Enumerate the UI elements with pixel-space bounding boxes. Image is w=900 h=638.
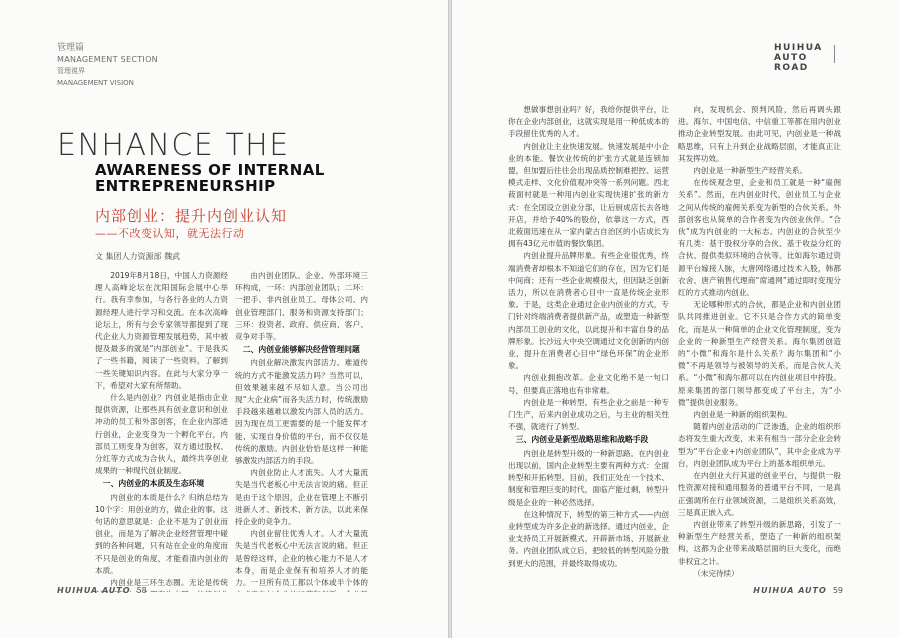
- right-page: [452, 0, 900, 638]
- footer-left: [57, 586, 147, 595]
- footer-brand: HUIHUA AUTO: [57, 586, 131, 595]
- section-heading: 二、内创业能够解决经营管理问题: [242, 345, 360, 355]
- paragraph: 什么是内创业？内创业是指由企业提供资源，让那些具有创业意识和创业冲动的员工和外部创客，在企业内部进行创业，企业变身为一个孵化平台，内部员工则变身为创客，双方通过股权、分红等方式成为合伙人，最终共享创业成果的一种现代创业制度。: [95, 393, 228, 476]
- right-column-2: [678, 104, 841, 593]
- paragraph: 随着内创业活动的广泛渗透，企业的组织形态将发生重大改变，未来有相当一部分企业会转型为“平台企业+内创业团队”，其中企业成为平台，内创业团队成为平台上的基本组织单元。: [678, 422, 841, 468]
- left-column-2: [235, 270, 368, 592]
- logo-line-1: HUIHUA AUTO: [774, 43, 823, 63]
- paragraph: （未完待续）: [693, 568, 739, 578]
- paragraph: 2019年8月18日，中国人力资源经理人高峰论坛在沈阳国际会展中心举行。我有幸参加，与各行各业的人力资源经理人进行学习和交流。在本次高峰论坛上，所有与会专家领导都提到了现代企业人力资源管理发展趋势，其中被提及最多的就是“内部创业”。于是我买了一些书籍，阅读了一些资料，了解到一些关键知识内容。在此与大家分享一下，希望对大家有所帮助。: [95, 271, 228, 390]
- section-vision-cn: 管理視界: [57, 67, 85, 75]
- section-heading: 一、内创业的本质及生态环境: [102, 479, 205, 489]
- paragraph: 内创业是一种转型。有些企业之前是一种专门生产，后来内创业成功之后，与主业的相关性不强，就进行了转型。: [508, 397, 669, 432]
- title-line-2: AWARENESS OF INTERNAL: [95, 161, 325, 179]
- paragraph: 内创业是三环生态圈。无论是传统: [110, 578, 228, 588]
- logo-line-2: ROAD: [774, 63, 809, 73]
- logo-divider: [834, 45, 835, 63]
- paragraph: 内创业是一种新的组织架构。: [693, 410, 792, 420]
- section-cn: 管理篇: [57, 43, 85, 53]
- paragraph: 由内创业团队、企业、外部环境三环构成，一环：内部创业团队；二环：一把手、非内创业员工、母体公司、内创业管理部门、服务和资源支持部门；三环：投资者、政府、供应商、客户、竞争对手等。: [235, 271, 368, 342]
- page-number-right: 59: [832, 586, 843, 595]
- paragraph: 内创业解决激发内部活力。难道传统的方式不能激发活力吗？当然可以，但效果越来越不尽如人意。当公司出现“大企业病”而各失活力时，传统激励手段越来越难以激发内部人员的活力。因为现在员工更需要的是一个能发挥才能、实现自身价值的平台，而不仅仅是传统的激励。内创业恰恰是这样一种能够激发内部活力的手段。: [235, 358, 368, 466]
- paragraph: 在传统观念里，企业和员工就是一种“雇佣关系”。然而，在内创业时代，创业员工与企业之间从传统的雇佣关系变为新型的合伙关系。外部创客也从简单的合作者变为内创业伙伴。“合伙”成为内创业的一大标志。内创业的合伙至少有几类：基于股权分享的合伙、基于收益分红的合伙、提供类似环境的合伙等。比如海尔通过资源平台嫁接人脉，大唐网络通过技术入股，韩都衣舍、唐产销售代理商“席通网”通过即时变现分红的方式推动内创业。: [678, 178, 841, 298]
- paragraph: 无论哪种形式的合伙，都是企业和内创业团队共同推进创业。它不只是合作方式的简单变化，而是从一种简单的企业文化管理制度，变为企业的一种新型生产经营关系。海尔集团创造的“小微”和海尔是什么关系？海尔集团和“小微”不再是领导与被领导的关系，而是合伙人关系。“小微”和海尔都可以在内创业项目中持股。原来集团的部门领导都变成了平台主，为“小微”提供创业服务。: [678, 300, 841, 407]
- chinese-subtitle: ——不改变认知，就无法行动: [95, 227, 245, 240]
- magazine-logo: [774, 43, 844, 73]
- paragraph: 内创业让主业快速发展。快速发展是中小企业的本能。餐饮业传统的扩张方式就是连锁加盟，但加盟后往往会出现品质控制难把控、运营模式走样、文化价值观冲突等一系列问题。西北莜面村就是一种用内创业实现快速扩张的新方式：在全国设立创业分部，让后厨成店长去各地开店，并给予40%的股份，依靠这一方式，西北莜面迅速在从一家内蒙古自治区的小店成长为拥有43亿元市值的餐饮集团。: [508, 141, 669, 249]
- paragraph: 想做事想创业吗？好，我给你提供平台，让你在企业内部创业，这就实现是用一种低成本的手段留住优秀的人才。: [508, 105, 669, 139]
- paragraph: 内创业是一种新型生产经营关系。: [693, 166, 808, 176]
- left-column-1: [95, 270, 228, 592]
- paragraph: 在内创业大行其道的创业平台，与提供一般性资源对接和通用服务的普通平台不同，一是真正强调所在行业领域资源，二是组织关系高效，三是真正嵌入式。: [678, 471, 841, 517]
- paragraph: 内创业提升品牌形象。有些企业很优秀，终端消费者却根本不知道它们的存在，因为它们是中间商；还有一些企业规模很大，但因缺乏创新活力，所以在消费者心目中一直是传统企业形象。于是，这类企业通过企业内创业的方式，专门针对终端消费者提供新产品，或塑造一种新型内部员工创业的文化，以此提升和丰富自身的品牌形象。长沙远大中央空调通过文化创新的内创业，提升在消费者心目中“绿色环保”的企业形象。: [508, 251, 669, 371]
- section-en: MANAGEMENT SECTION: [57, 55, 158, 64]
- page-number-left: 58: [136, 586, 147, 595]
- paragraph: 内创业防止人才流失。人才大量流失是当代老板心中无法言说的痛。但正是由于这个原因，企业在管理上不断引进新人才、新技术、新方法，以此来保持企业的竞争力。: [235, 468, 368, 527]
- paragraph: 内创业拥抱改革。企业文化绝不是一句口号，但要真正落地也有非常难。: [508, 373, 669, 395]
- chinese-title: 内部创业：提升内创业认知: [95, 207, 288, 225]
- paragraph: 内创业留住优秀人才。人才大量流失是当代老板心中无法言说的痛。但正是曾经这样，企业的核心能力不是人才本身，而是企业保有和培养人才的能力。一旦所有员工都以个体或半个体的: [235, 529, 368, 588]
- paragraph: 内创业带来了转型升级的新思路，引发了一种新型生产经营关系，塑造了一种新的组织架构，这都为企业带来战略层面的巨大变化，而绝非权宜之计。: [678, 519, 841, 566]
- section-heading: 三、内创业是新型战略思维和战略手段: [515, 435, 649, 445]
- paragraph: 向，发现机会、预判风险，然后再调头跟进。海尔、中国电信、中信重工等都在用内创业推动企业转型发展。由此可见，内创业是一种战略思维，只有上升到企业战略层面，才能真正让其发挥功效。: [678, 105, 841, 163]
- paragraph: 内创业的本质是什么？归纳总结为10个字：用创业的方，做企业的事。这句话的意思就是：企业不是为了创业而创业，而是为了解决企业经营管理中碰到的各种问题，只有站在企业的角度而不只是创业的角度，才能看清内创业的本质。: [95, 492, 228, 575]
- section-vision-en: MANAGEMENT VISION: [57, 79, 134, 87]
- footer-brand: HUIHUA AUTO: [753, 586, 827, 595]
- title-line-3: ENTREPRENEURSHIP: [95, 177, 276, 195]
- footer-right: [753, 586, 843, 595]
- paragraph: 在这种情况下，转型的第三种方式——内创业转型成为许多企业的新选择。通过内创业，企业支持员工开展新模式、开辟新市场、开展新业务。内创业团队成立后，把较低的转型风险分散到更大的范围，并最终取得成功。: [508, 509, 669, 568]
- paragraph: 内创业是转型升级的一种新思路。在内创业出现以前，国内企业转型主要有两种方式：全面转型和开拓转型。目前，我们正处在一个技术、制度和管理巨变的时代，面临产能过剩，转型升级是企业的一种必然选择。: [508, 448, 669, 507]
- right-column-1: [508, 104, 669, 593]
- left-page: [0, 0, 448, 638]
- title-line-1: ENHANCE THE: [57, 128, 290, 163]
- section-label: [57, 43, 158, 89]
- byline: 文 集团人力资源部 魏武: [95, 252, 181, 261]
